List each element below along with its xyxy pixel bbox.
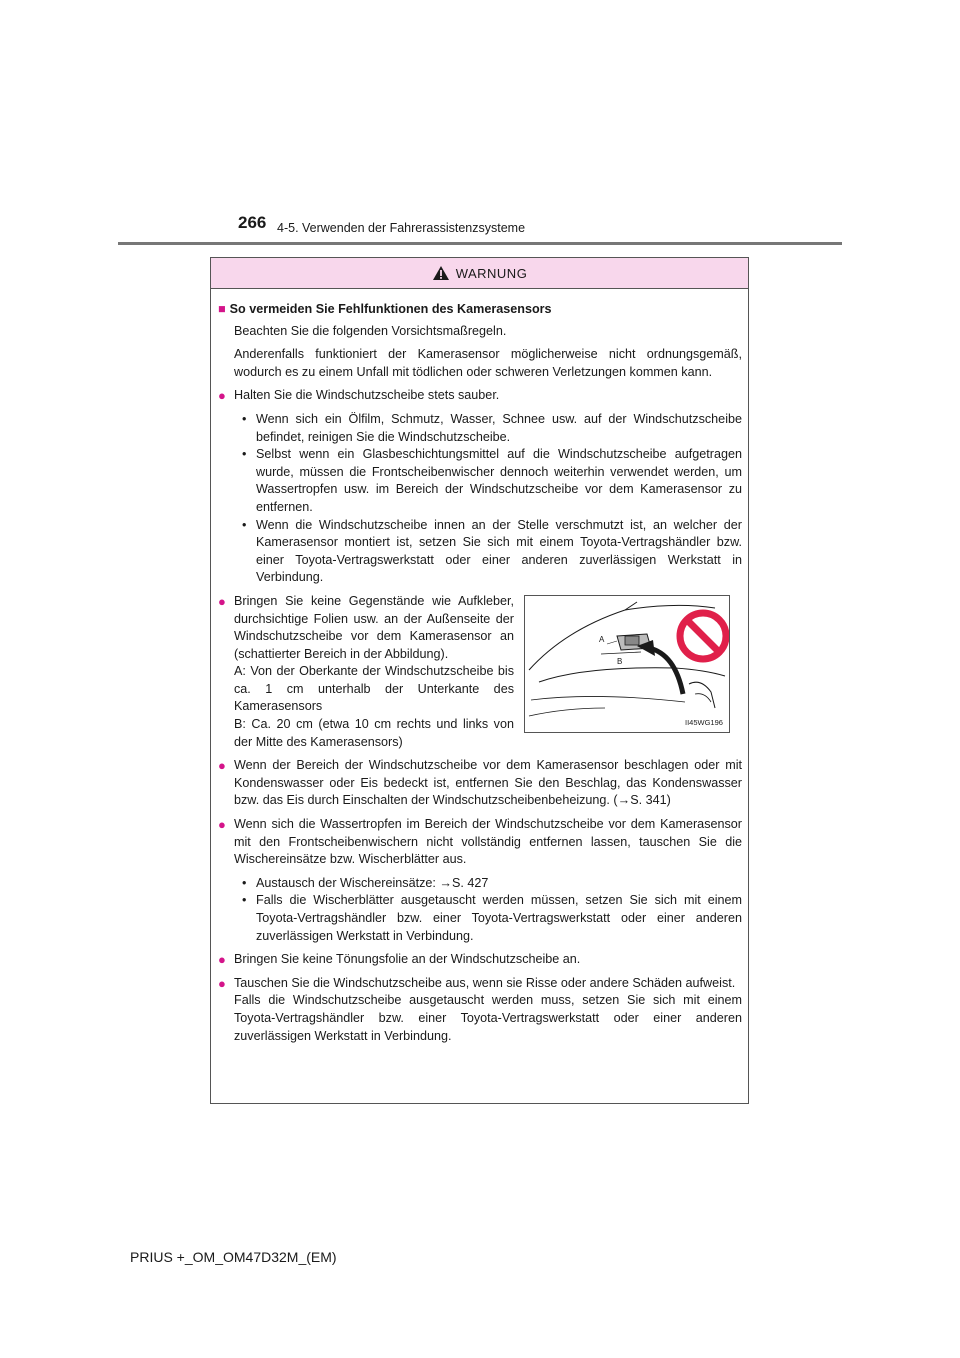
- footer-model-code: PRIUS +_OM_OM47D32M_(EM): [130, 1249, 337, 1265]
- list-item: [218, 593, 514, 751]
- warning-triangle-icon: [432, 265, 450, 281]
- figure-label-b: B: [617, 656, 623, 666]
- sub-bullet-text: Selbst wenn ein Glasbeschichtungsmittel auf die Windschutzscheibe aufgetragen wurde, müssen die Frontscheibenwischer dennoch weiterhin verwendet werden, um Wassertropfen usw. im Bereich der Windschutzscheibe vor dem Kamerasensor zu entfernen.: [256, 447, 742, 514]
- sub-bullet: • Wenn sich ein Ölfilm, Schmutz, Wasser, Schnee usw. auf der Windschutzscheibe befindet, reinigen Sie die Windschutzscheibe.: [242, 411, 742, 446]
- figure-row: [218, 593, 742, 751]
- dimension-a-text: A: Von der Oberkante der Windschutzscheibe bis ca. 1 cm unterhalb der Unterkante des Kamerasensors: [234, 664, 514, 714]
- list-item: [218, 816, 742, 869]
- sub-bullet-text: Austausch der Wischereinsätze: →S. 427: [256, 875, 489, 890]
- dot-bullet-icon: ●: [218, 817, 226, 833]
- sub-bullet-list: [218, 411, 742, 587]
- list-item: [218, 975, 742, 1045]
- intro-paragraph-1: Beachten Sie die folgenden Vorsichtsmaßregeln.: [234, 323, 507, 338]
- dot-bullet-icon: ●: [218, 388, 226, 404]
- item-text: Falls die Windschutzscheibe ausgetauscht werden muss, setzen Sie sich mit einem Toyota-Vertragshändler bzw. einer Toyota-Vertragswerkstatt oder einer anderen zuverlässigen Werkstatt in Verbindung.: [234, 993, 742, 1043]
- header-rule: [118, 242, 842, 245]
- dot-bullet-icon: ●: [218, 758, 226, 774]
- item-text: Wenn sich die Wassertropfen im Bereich der Windschutzscheibe vor dem Kamerasensor mit den Frontscheibenwischern nicht vollständig entfernen lassen, tauschen Sie die Wischereinsätze bzw. Wischerblätter aus.: [234, 817, 742, 867]
- section-heading-row: [218, 301, 742, 319]
- warning-box: [210, 257, 749, 1104]
- sub-bullet-text: Falls die Wischerblätter ausgetauscht werden müssen, setzen Sie sich mit einem Toyota-Vertragshändler bzw. einer Toyota-Vertragswerkstatt oder einer anderen zuverlässigen Werkstatt in Verbindung.: [256, 893, 742, 943]
- warning-header: [211, 258, 748, 289]
- item-text: Halten Sie die Windschutzscheibe stets sauber.: [234, 388, 500, 403]
- page-number: 266: [238, 213, 267, 232]
- sub-bullet: • Wenn die Windschutzscheibe innen an der Stelle verschmutzt ist, an welcher der Kamerasensor montiert ist, setzen Sie sich mit einem Toyota-Vertragshändler bzw. einer Toyota-Vertragswerkstatt oder einer anderen zuverlässigen Werkstatt in Verbindung.: [242, 517, 742, 587]
- dot-bullet-icon: ●: [218, 593, 226, 609]
- section-title: 4-5. Verwenden der Fahrerassistenzsysteme: [277, 221, 526, 235]
- square-bullet-icon: ■: [218, 302, 226, 316]
- sub-bullet: • Selbst wenn ein Glasbeschichtungsmittel auf die Windschutzscheibe aufgetragen wurde, müssen die Frontscheibenwischer dennoch weiterhin verwendet werden, um Wassertropfen usw. im Bereich der Windschutzscheibe vor dem Kamerasensor zu entfernen.: [242, 446, 742, 516]
- dot-bullet-icon: ●: [218, 952, 226, 968]
- warning-body: [211, 289, 748, 1045]
- intro-paragraph-2: Anderenfalls funktioniert der Kamerasensor möglicherweise nicht ordnungsgemäß, wodurch es zu einem Unfall mit tödlichen oder schweren Verletzungen kommen kann.: [234, 347, 742, 379]
- item-text: Tauschen Sie die Windschutzscheibe aus, wenn sie Risse oder andere Schäden aufweist.: [234, 975, 736, 990]
- sub-bullet-text: Wenn sich ein Ölfilm, Schmutz, Wasser, Schnee usw. auf der Windschutzscheibe befindet, reinigen Sie die Windschutzscheibe.: [256, 411, 742, 444]
- figure-code: II45WG196: [685, 717, 723, 727]
- list-item: [218, 951, 742, 969]
- sub-bullet-list: [218, 875, 742, 945]
- prohibition-icon: [680, 613, 726, 659]
- section-heading: So vermeiden Sie Fehlfunktionen des Kamerasensors: [229, 302, 552, 316]
- figure-label-a: A: [599, 634, 605, 644]
- sub-bullet-text: Wenn die Windschutzscheibe innen an der Stelle verschmutzt ist, an welcher der Kamerasensor montiert ist, setzen Sie sich mit einem Toyota-Vertragshändler bzw. einer Toyota-Vertragswerkstatt oder einer anderen zuverlässigen Werkstatt in Verbindung.: [256, 517, 742, 585]
- windshield-figure: [524, 595, 730, 733]
- dot-bullet-icon: ●: [218, 975, 226, 991]
- list-item: [218, 757, 742, 810]
- warning-title: WARNUNG: [455, 265, 528, 281]
- list-item: [218, 387, 742, 405]
- item-text: Bringen Sie keine Gegenstände wie Aufkleber, durchsichtige Folien usw. an der Außenseite der Windschutzscheibe vor dem Kamerasensor an (schattierter Bereich in der Abbildung).: [234, 593, 514, 661]
- item-text: Wenn der Bereich der Windschutzscheibe vor dem Kamerasensor beschlagen oder mit Kondenswasser oder Eis bedeckt ist, entfernen Sie den Beschlag, das Kondenswasser bzw. das Eis durch Einschalten der Windschutzscheibenbeheizung. (→S. 341): [234, 758, 742, 808]
- sub-bullet: • Austausch der Wischereinsätze: →S. 427: [242, 875, 742, 893]
- item-text: Bringen Sie keine Tönungsfolie an der Windschutzscheibe an.: [234, 952, 581, 967]
- dimension-b-text: B: Ca. 20 cm (etwa 10 cm rechts und links von der Mitte des Kamerasensors): [234, 717, 514, 749]
- sub-bullet: • Falls die Wischerblätter ausgetauscht werden müssen, setzen Sie sich mit einem Toyota-Vertragshändler bzw. einer Toyota-Vertragswerkstatt oder einer anderen zuverlässigen Werkstatt in Verbindung.: [242, 892, 742, 945]
